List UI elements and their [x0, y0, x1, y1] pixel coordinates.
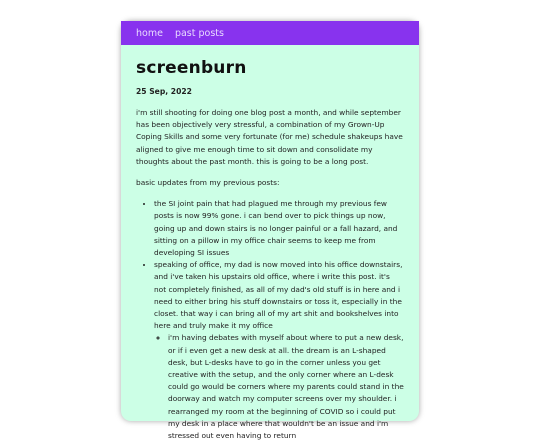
- list-item: • the SI joint pain that had plagued me through my previous few posts is now 99% gone. i can bend over to pick things up now, going up and down stairs is no longer painful or a fall hazard, and sitting on a pillow in my office chair seems to keep me from developing SI issues: [154, 198, 404, 259]
- updates-heading: basic updates from my previous posts:: [136, 178, 280, 188]
- post-intro: i'm still shooting for doing one blog post a month, and while september has been objectively very stressful, a combination of my Grown-Up Coping Skills and some very fortunate (for me) schedule shakeups have aligned to give me enough time to sit down and consolidate my thoughts about the past month. this is going to be a long post.: [136, 108, 403, 166]
- list-item-text: speaking of office, my dad is now moved into his office downstairs, and i've taken his upstairs old office, where i write this post. it's not completely finished, as all of my dad's old stuff is in here and i need to either bring his stuff downstairs or toss it, especially in the closet. that way i can bring all of my art shit and bookshelves into here and truly make it my office: [154, 260, 403, 331]
- post-date: 25 Sep, 2022: [136, 87, 192, 96]
- sub-updates-list: [154, 332, 404, 442]
- post-title: screenburn: [136, 58, 247, 78]
- top-nav: [121, 21, 419, 45]
- post-content: [121, 45, 419, 442]
- post-card: [121, 21, 419, 441]
- updates-list: [136, 198, 404, 442]
- nav-home-link[interactable]: home: [136, 27, 163, 39]
- nav-past-posts-link[interactable]: past posts: [174, 27, 224, 39]
- list-item: ◦ i'm having debates with myself about where to put a new desk, or if i even get a new desk at all. the dream is an L-shaped desk, but L-desks have to go in the corner unless you get creative with the setup, and the only corner where an L-desk could go would be corners where my parents could stand in the doorway and watch my computer screens over my shoulder. i rearranged my room at the beginning of COVID so i could put my desk in a place where that wouldn't be an issue and i'm stressed out even having to return: [168, 332, 404, 442]
- list-item: [154, 259, 404, 442]
